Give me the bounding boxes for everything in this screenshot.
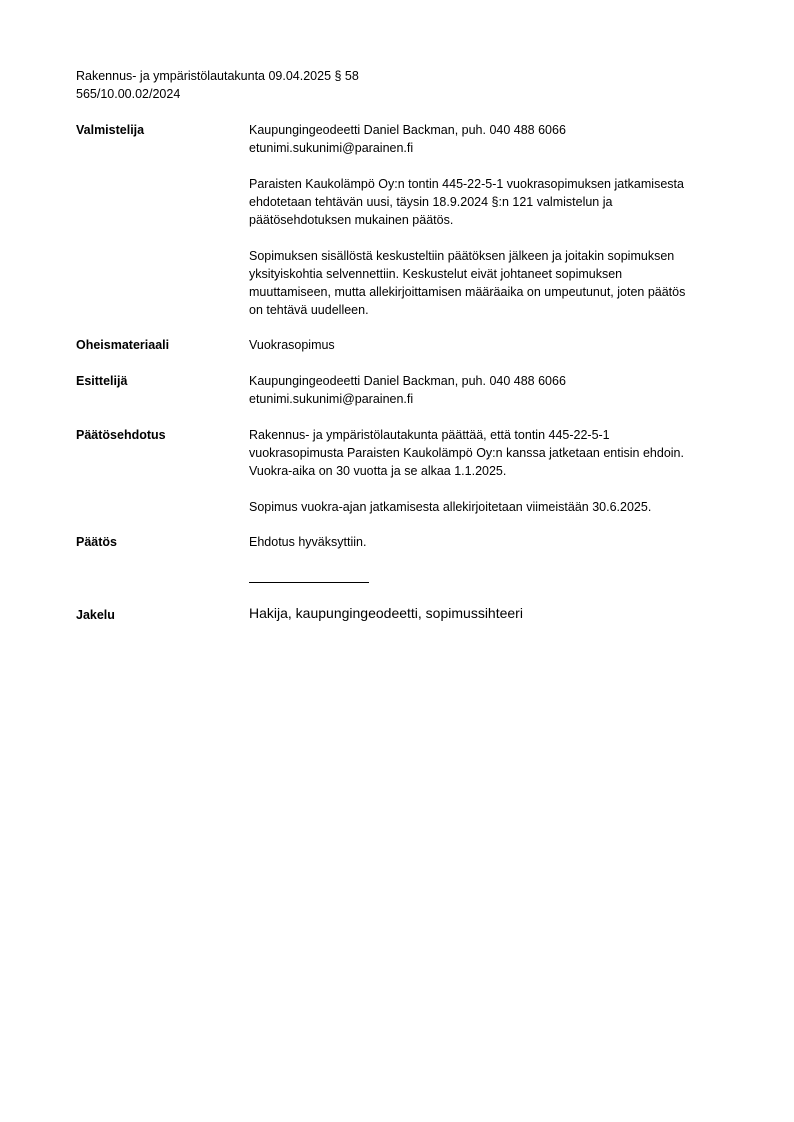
presenter-email: etunimi.sukunimi@parainen.fi — [249, 392, 414, 406]
decision-text: Ehdotus hyväksyttiin. — [249, 535, 367, 549]
distribution-list: Hakija, kaupungingeodeetti, sopimussihteeri — [249, 605, 523, 621]
text-line: Sopimus vuokra-ajan jatkamisesta allekirjoitetaan viimeistään 30.6.2025. — [249, 500, 652, 514]
valmistelija-paragraph-2 — [249, 247, 744, 319]
document-header — [76, 67, 359, 103]
label-jakelu: Jakelu — [76, 608, 115, 622]
text-line: vuokrasopimusta Paraisten Kaukolämpö Oy:n kanssa jatketaan entisin ehdoin. — [249, 446, 684, 460]
text-line: yksityiskohtia selvennettiin. Keskustelut eivät johtaneet sopimuksen — [249, 267, 623, 281]
label-esittelija: Esittelijä — [76, 374, 128, 388]
attachment-name: Vuokrasopimus — [249, 338, 335, 352]
preparer-email: etunimi.sukunimi@parainen.fi — [249, 141, 414, 155]
text-line: muuttamiseen, mutta allekirjoittamisen määräaika on umpeutunut, joten päätös — [249, 285, 686, 299]
preparer-name: Kaupungingeodeetti Daniel Backman, puh. 040 488 6066 — [249, 123, 566, 137]
section-oheismateriaali — [249, 336, 744, 354]
text-line: Paraisten Kaukolämpö Oy:n tontin 445-22-5-1 vuokrasopimuksen jatkamisesta — [249, 177, 684, 191]
proposal-paragraph-2 — [249, 498, 744, 516]
text-line: on tehtävä uudelleen. — [249, 303, 369, 317]
text-line: Vuokra-aika on 30 vuotta ja se alkaa 1.1.2025. — [249, 464, 507, 478]
section-paatos — [249, 533, 744, 551]
label-paatos: Päätös — [76, 535, 117, 549]
section-valmistelija — [249, 121, 744, 319]
presenter-name: Kaupungingeodeetti Daniel Backman, puh. 040 488 6066 — [249, 374, 566, 388]
proposal-paragraph-1 — [249, 426, 744, 480]
section-paatosehdotus — [249, 426, 744, 516]
section-jakelu — [249, 604, 744, 623]
label-paatosehdotus: Päätösehdotus — [76, 428, 166, 442]
label-oheismateriaali: Oheismateriaali — [76, 338, 170, 352]
text-line: Rakennus- ja ympäristölautakunta päättää, että tontin 445-22-5-1 — [249, 428, 610, 442]
text-line: ehdotetaan tehtävän uusi, täysin 18.9.2024 §:n 121 valmistelun ja — [249, 195, 613, 209]
valmistelija-paragraph-1 — [249, 175, 744, 229]
text-line: päätösehdotuksen mukainen päätös. — [249, 213, 454, 227]
record-number: 565/10.00.02/2024 — [76, 87, 181, 101]
signature-line — [249, 582, 369, 583]
meeting-line: Rakennus- ja ympäristölautakunta 09.04.2025 § 58 — [76, 69, 359, 83]
section-esittelija — [249, 372, 744, 408]
label-valmistelija: Valmistelija — [76, 123, 145, 137]
text-line: Sopimuksen sisällöstä keskusteltiin päätöksen jälkeen ja joitakin sopimuksen — [249, 249, 675, 263]
